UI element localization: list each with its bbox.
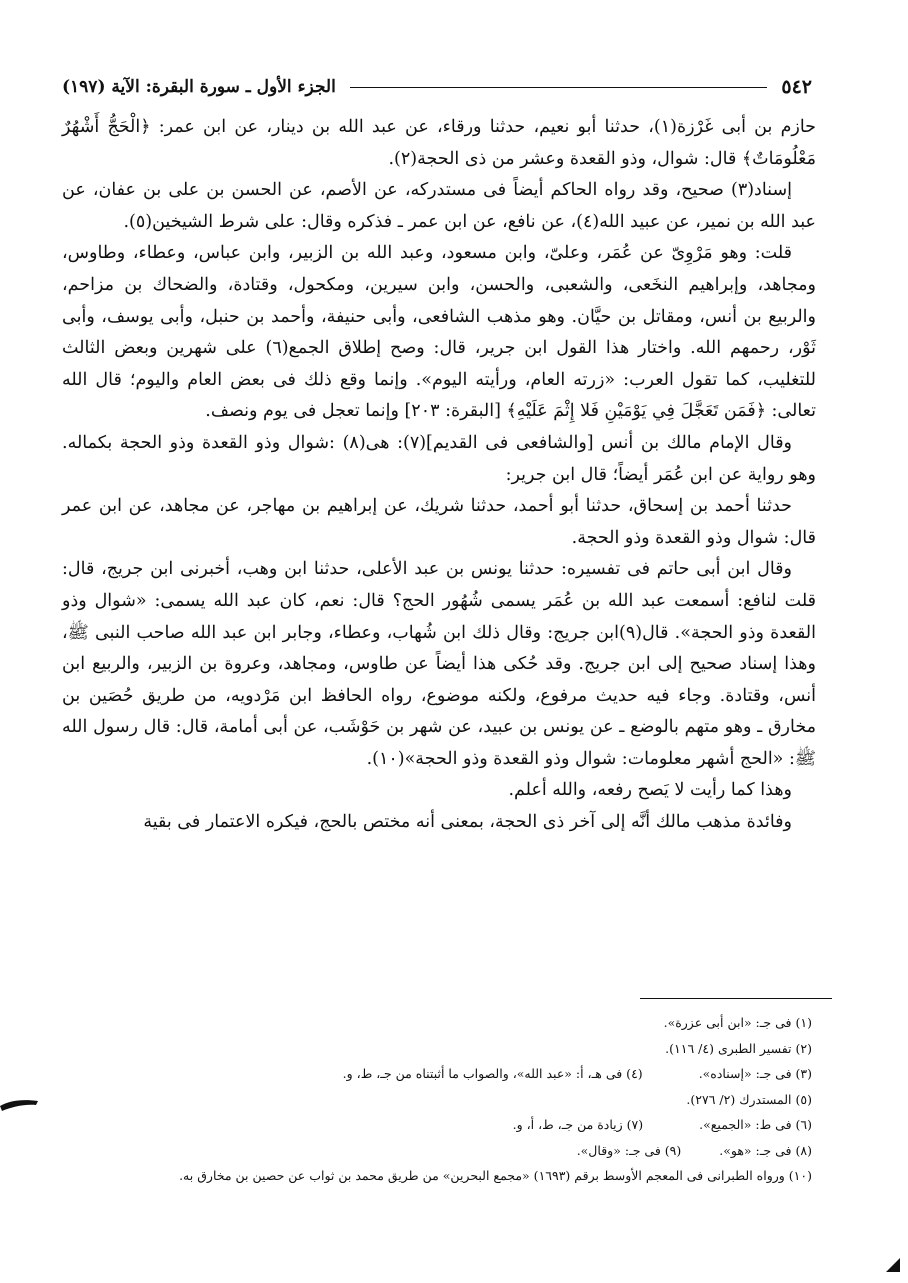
footnote-1: (١) فى جـ: «ابن أبى عزرة».: [663, 1015, 812, 1030]
footnote-4: (٤) فى هـ، أ: «عبد الله»، والصواب ما أثبتناه من جـ، ط، و.: [342, 1066, 643, 1081]
paragraph-5: حدثنا أحمد بن إسحاق، حدثنا أبو أحمد، حدثنا شريك، عن إبراهيم بن مهاجر، عن مجاهد، عن ابن عمر قال: شوال وذو القعدة وذو الحجة.: [62, 496, 816, 548]
paragraph-1: حازم بن أبى غَرْزة(١)، حدثنا أبو نعيم، حدثنا ورقاء، عن عبد الله بن دينار، عن ابن عمر: ﴿الْحَجُّ أَشْهُرٌ مَعْلُومَاتٌ﴾ قال: شوال، وذو القعدة وعشر من ذى الحجة(٢).: [62, 117, 817, 169]
footnote-line: [110, 1087, 812, 1113]
paragraph-3: قلت: وهو مَرْوِىّ عن عُمَر، وعلىّ، وابن مسعود، وعبد الله بن الزبير، وابن عباس، وعطاء، وطاوس، ومجاهد، وإبراهيم النخَعى، والشعبى، والحسن، وابن سيرين، ومكحول، وقتادة، والضحاك بن مزاحم، والربيع بن أنس، ومقاتل بن حيَّان. وهو مذهب الشافعى، وأبى حنيفة، وأحمد بن حنبل، وأبى يوسف، وأبى ثَوْر، رحمهم الله. واختار هذا القول ابن جرير، قال: وصح إطلاق الجمع(٦) على شهرين وبعض الثالث للتغليب، كما تقول العرب: «زرته العام، ورأيته اليوم». وإنما وقع ذلك فى بعض العام واليوم؛ قال الله تعالى: ﴿فَمَن تَعَجَّلَ فِي يَوْمَيْنِ فَلا إِثْمَ عَلَيْهِ﴾ [البقرة: ٢٠٣] وإنما تعجل فى يوم ونصف.: [62, 243, 816, 422]
footnote-6: (٦) فى ط: «الجميع».: [699, 1117, 812, 1132]
footnote-8: (٨) فى جـ: «هو».: [719, 1142, 812, 1158]
paragraph-4: وقال الإمام مالك بن أنس [والشافعى فى القديم](٧): هى(٨) :شوال وذو القعدة وذو الحجة بكماله. وهو رواية عن ابن عُمَر أيضاً؛ قال ابن جرير:: [62, 432, 816, 485]
paragraph-7: وهذا كما رأيت لا يَصح رفعه، والله أعلم.: [508, 780, 792, 801]
paragraph-6: وقال ابن أبى حاتم فى تفسيره: حدثنا يونس بن عبد الأعلى، حدثنا ابن وهب، أخبرنى ابن جريج، قال: قلت لنافع: أسمعت عبد الله بن عُمَر يسمى شُهُور الحج؟ قال: نعم، كان عبد الله يسمى: «شوال وذو القعدة وذو الحجة». قال(٩)ابن جريج: وقال ذلك ابن شُهاب، وعطاء، وجابر ابن عبد الله صاحب النبى ﷺ، وهذا إسناد صحيح إلى ابن جريج. وقد حُكى هذا أيضاً عن طاوس، ومجاهد، وعروة بن الزبير، والربيع ابن أنس، وقتادة. وجاء فيه حديث مرفوع، ولكنه موضوع، رواه الحافظ ابن مَرْدويه، من طريق حُصَين بن مخارق ـ وهو متهم بالوضع ـ عن يونس بن عبيد، عن شهر بن حَوْشَب، عن أبى أمامة، قال: قال رسول الله ﷺ: «الحج أشهر معلومات: شوال وذو القعدة وذو الحجة»(١٠).: [62, 559, 816, 769]
scan-corner-mark: [886, 1258, 900, 1272]
footnote-2: (٢) تفسير الطبرى (٤/ ١١٦).: [665, 1040, 812, 1056]
footnote-line: [110, 1138, 812, 1164]
footnote-10: (١٠) ورواه الطبرانى فى المعجم الأوسط برقم (١٦٩٣) «مجمع البحرين» من طريق محمد بن ثواب عن حصين بن مخارق به.: [179, 1168, 812, 1183]
header-rule: [350, 87, 768, 88]
paragraph-8: وفائدة مذهب مالك أنَّه إلى آخر ذى الحجة، بمعنى أنه مختص بالحج، فيكره الاعتمار فى بقية: [143, 812, 792, 833]
page-header: [62, 72, 812, 102]
footnote-5: (٥) المستدرك (٢/ ٢٧٦).: [686, 1091, 812, 1107]
footnote-9: (٩) فى جـ: «وقال».: [576, 1142, 682, 1158]
main-text: [62, 112, 816, 839]
footnote-7: (٧) زيادة من جـ، ط، أ، و.: [512, 1117, 644, 1132]
footnote-rule: [640, 998, 832, 999]
page-number: ٥٤٢: [781, 76, 812, 98]
footnote-line: [110, 1036, 812, 1062]
running-title: الجزء الأول ـ سورة البقرة: الآية (١٩٧): [62, 77, 336, 97]
footnote-3: (٣) فى جـ: «إسناده».: [698, 1066, 812, 1081]
footnote-line: [110, 1010, 812, 1036]
footnote-line: [110, 1112, 812, 1138]
footnote-line: [110, 1163, 812, 1189]
footnote-line: [110, 1061, 812, 1087]
paragraph-2: إسناد(٣) صحيح، وقد رواه الحاكم أيضاً فى مستدركه، عن الأصم، عن الحسن بن على بن عفان، عن عبد الله بن نمير، عن عبيد الله(٤)، عن نافع، عن ابن عمر ـ فذكره وقال: على شرط الشيخين(٥).: [62, 180, 816, 232]
scan-margin-mark: [0, 1098, 40, 1112]
footnotes: [110, 1010, 812, 1189]
